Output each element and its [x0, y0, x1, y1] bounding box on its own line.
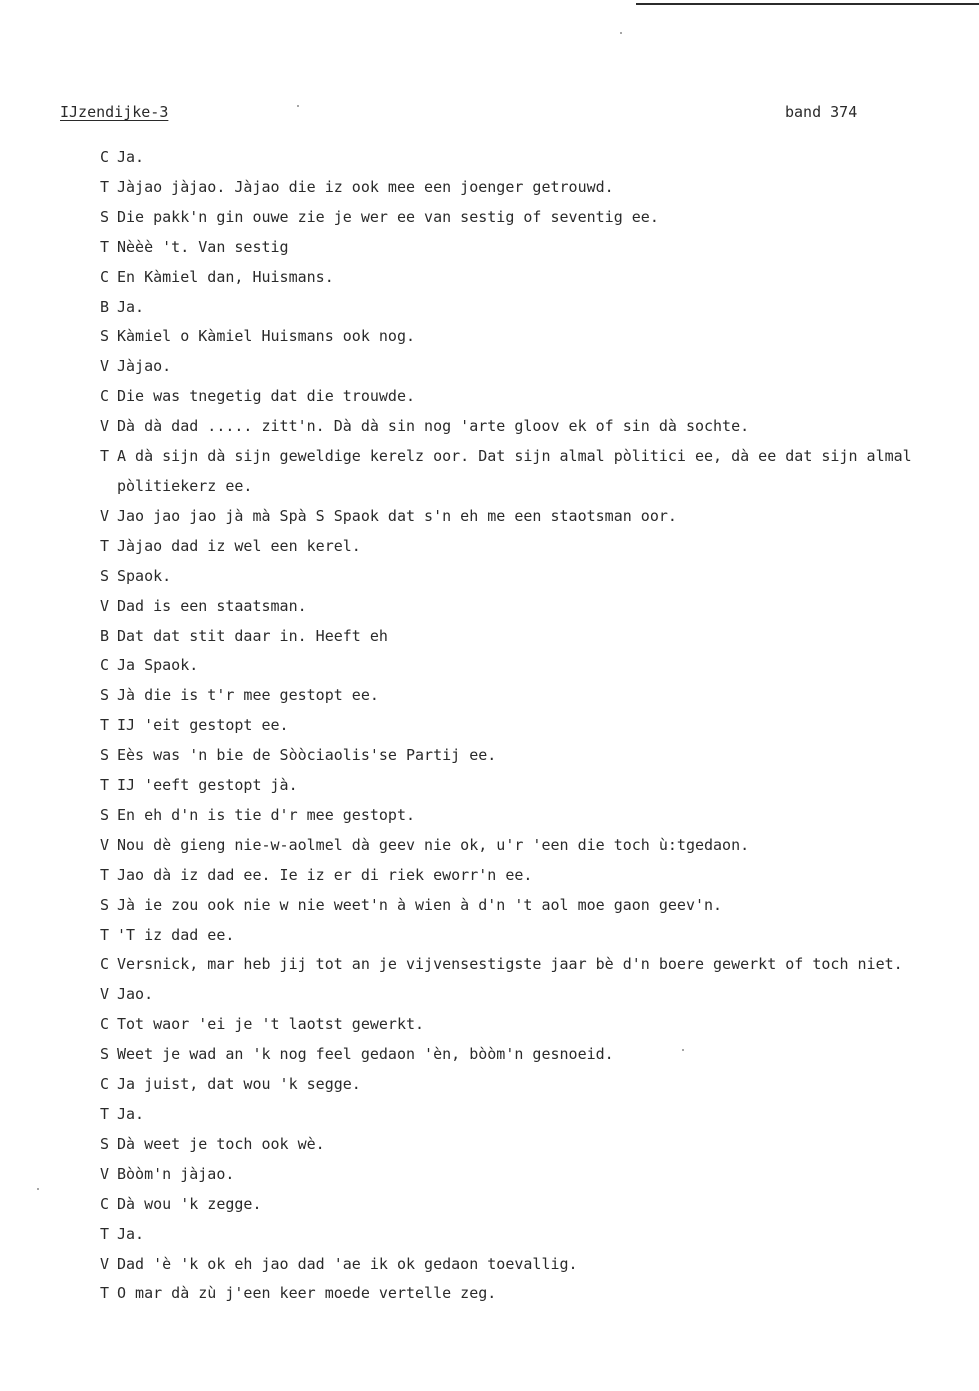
speaker-code: V: [100, 1254, 110, 1273]
transcript-turn: [100, 592, 950, 622]
speaker-code: B: [100, 626, 110, 645]
utterance-text: Weet je wad an 'k nog feel gedaon 'èn, bòòm'n gesnoeid.: [117, 1045, 614, 1064]
utterance-text: Dà wou 'k zegge.: [117, 1194, 262, 1213]
transcript-turn: [100, 771, 950, 801]
speaker-code: V: [100, 835, 110, 854]
transcript-turn: [100, 293, 950, 323]
speaker-code: C: [100, 1194, 110, 1213]
utterance-text: Bòòm'n jàjao.: [117, 1164, 235, 1183]
speaker-code: C: [100, 387, 110, 406]
band-number: band 374: [785, 103, 858, 121]
utterance-text: A dà sijn dà sijn geweldige kerelz oor. Dat sijn almal pòlitici ee, dà ee dat sijn almal pòlitiekerz ee.: [117, 447, 921, 495]
utterance-text: Dad is een staatsman.: [117, 596, 307, 615]
speaker-code: V: [100, 1164, 110, 1183]
transcript-turn: [100, 1070, 950, 1100]
speaker-code: T: [100, 177, 110, 196]
utterance-text: Kàmiel o Kàmiel Huismans ook nog.: [117, 327, 416, 346]
utterance-text: Jà die is t'r mee gestopt ee.: [117, 686, 379, 705]
speaker-code: V: [100, 417, 110, 436]
transcript-turn: [100, 622, 950, 652]
speaker-code: C: [100, 656, 110, 675]
utterance-text: Dà dà dad ..... zitt'n. Dà dà sin nog 'arte gloov ek of sin dà sochte.: [117, 417, 750, 436]
utterance-text: Ja juist, dat wou 'k segge.: [117, 1075, 361, 1094]
speaker-code: S: [100, 207, 110, 226]
transcript-turn: [100, 502, 950, 532]
utterance-text: Nou dè gieng nie-w-aolmel dà geev nie ok, u'r 'een die toch ù:tgedaon.: [117, 835, 750, 854]
transcript-turn: [100, 831, 950, 861]
utterance-text: IJ 'eit gestopt ee.: [117, 716, 289, 735]
utterance-text: Die was tnegetig dat die trouwde.: [117, 387, 416, 406]
transcript-turn: [100, 651, 950, 681]
transcript-turn: [100, 681, 950, 711]
transcript-turn: [100, 203, 950, 233]
speaker-code: V: [100, 596, 110, 615]
speaker-code: S: [100, 327, 110, 346]
speaker-code: T: [100, 776, 110, 795]
speaker-code: V: [100, 985, 110, 1004]
utterance-text: Dad 'è 'k ok eh jao dad 'ae ik ok gedaon toevallig.: [117, 1254, 578, 1273]
transcript-turn: [100, 1160, 950, 1190]
transcript-turn: [100, 711, 950, 741]
utterance-text: Ja Spaok.: [117, 656, 199, 675]
utterance-text: O mar dà zù j'een keer moede vertelle zeg.: [117, 1284, 497, 1303]
transcript-turn: [100, 741, 950, 771]
transcript-turn: [100, 1130, 950, 1160]
transcript-turn: [100, 442, 950, 502]
transcript-turn: [100, 322, 950, 352]
document-id: IJzendijke-3: [60, 103, 169, 121]
utterance-text: Ja.: [117, 148, 145, 166]
speaker-code: C: [100, 148, 110, 166]
utterance-text: Jao.: [117, 985, 154, 1004]
transcript-turn: [100, 263, 950, 293]
transcript-turn: [100, 532, 950, 562]
transcript-turn: [100, 1040, 950, 1070]
utterance-text: En Kàmiel dan, Huismans.: [117, 267, 334, 286]
speaker-code: S: [100, 566, 110, 585]
speaker-code: T: [100, 716, 110, 735]
utterance-text: Ja.: [117, 1105, 145, 1123]
transcript-turn: [100, 352, 950, 382]
speaker-code: T: [100, 925, 110, 944]
transcript-turn: [100, 382, 950, 412]
transcript-turn: [100, 1220, 950, 1250]
utterance-text: Spaok.: [117, 566, 172, 585]
scan-speck: [620, 32, 622, 34]
speaker-code: B: [100, 297, 110, 316]
speaker-code: C: [100, 955, 110, 974]
transcript-turn: [100, 891, 950, 921]
transcript-turn: [100, 1010, 950, 1040]
utterance-text: Jao jao jao jà mà Spà S Spaok dat s'n eh me een staotsman oor.: [117, 506, 677, 525]
utterance-text: IJ 'eeft gestopt jà.: [117, 776, 298, 795]
speaker-code: T: [100, 1284, 110, 1303]
speaker-code: C: [100, 1075, 110, 1094]
speaker-code: T: [100, 237, 110, 256]
utterance-text: Dat dat stit daar in. Heeft eh: [117, 626, 388, 645]
transcript-turn: [100, 1279, 950, 1309]
transcript-turn: [100, 1190, 950, 1220]
utterance-text: En eh d'n is tie d'r mee gestopt.: [117, 805, 416, 824]
transcript-turn: [100, 950, 950, 980]
transcript-turn: [100, 173, 950, 203]
transcript-turn: [100, 412, 950, 442]
page-header: [0, 103, 979, 127]
utterance-text: Dà weet je toch ook wè.: [117, 1134, 325, 1153]
utterance-text: Jàjao dad iz wel een kerel.: [117, 536, 361, 555]
speaker-code: S: [100, 805, 110, 824]
utterance-text: Nèèè 't. Van sestig: [117, 237, 289, 256]
transcript-turn: [100, 980, 950, 1010]
speaker-code: S: [100, 1134, 110, 1153]
transcript-turn: [100, 801, 950, 831]
utterance-text: Eès was 'n bie de Sòòciaolis'se Partij ee.: [117, 746, 497, 765]
speaker-code: T: [100, 447, 110, 466]
speaker-code: T: [100, 865, 110, 884]
utterance-text: Jà ie zou ook nie w nie weet'n à wien à d'n 't aol moe gaon geev'n.: [117, 895, 723, 914]
utterance-text: Tot waor 'ei je 't laotst gewerkt.: [117, 1015, 425, 1034]
transcript-turn: [100, 921, 950, 951]
top-rule: [636, 3, 979, 5]
utterance-text: Jao dà iz dad ee. Ie iz er di riek eworr'n ee.: [117, 865, 533, 884]
transcript-turn: [100, 233, 950, 263]
utterance-text: Jàjao.: [117, 357, 172, 376]
transcript-turn: [100, 143, 950, 173]
speaker-code: S: [100, 895, 110, 914]
speaker-code: S: [100, 686, 110, 705]
speaker-code: S: [100, 746, 110, 765]
transcript-turn: [100, 861, 950, 891]
utterance-text: Ja.: [117, 1224, 145, 1243]
utterance-text: 'T iz dad ee.: [117, 925, 235, 944]
transcript-turn: [100, 1100, 950, 1130]
transcript: [100, 143, 950, 1309]
speaker-code: V: [100, 357, 110, 376]
speaker-code: C: [100, 267, 110, 286]
utterance-text: Ja.: [117, 297, 145, 316]
utterance-text: Versnick, mar heb jij tot an je vijvensestigste jaar bè d'n boere gewerkt of toch niet.: [117, 955, 903, 974]
speaker-code: T: [100, 1224, 110, 1243]
speaker-code: C: [100, 1015, 110, 1034]
scan-speck: [37, 1188, 39, 1190]
speaker-code: V: [100, 506, 110, 525]
utterance-text: Jàjao jàjao. Jàjao die iz ook mee een joenger getrouwd.: [117, 177, 614, 196]
utterance-text: Die pakk'n gin ouwe zie je wer ee van sestig of seventig ee.: [117, 207, 659, 226]
speaker-code: T: [100, 536, 110, 555]
speaker-code: T: [100, 1105, 110, 1123]
transcript-turn: [100, 562, 950, 592]
speaker-code: S: [100, 1045, 110, 1064]
transcript-turn: [100, 1250, 950, 1280]
